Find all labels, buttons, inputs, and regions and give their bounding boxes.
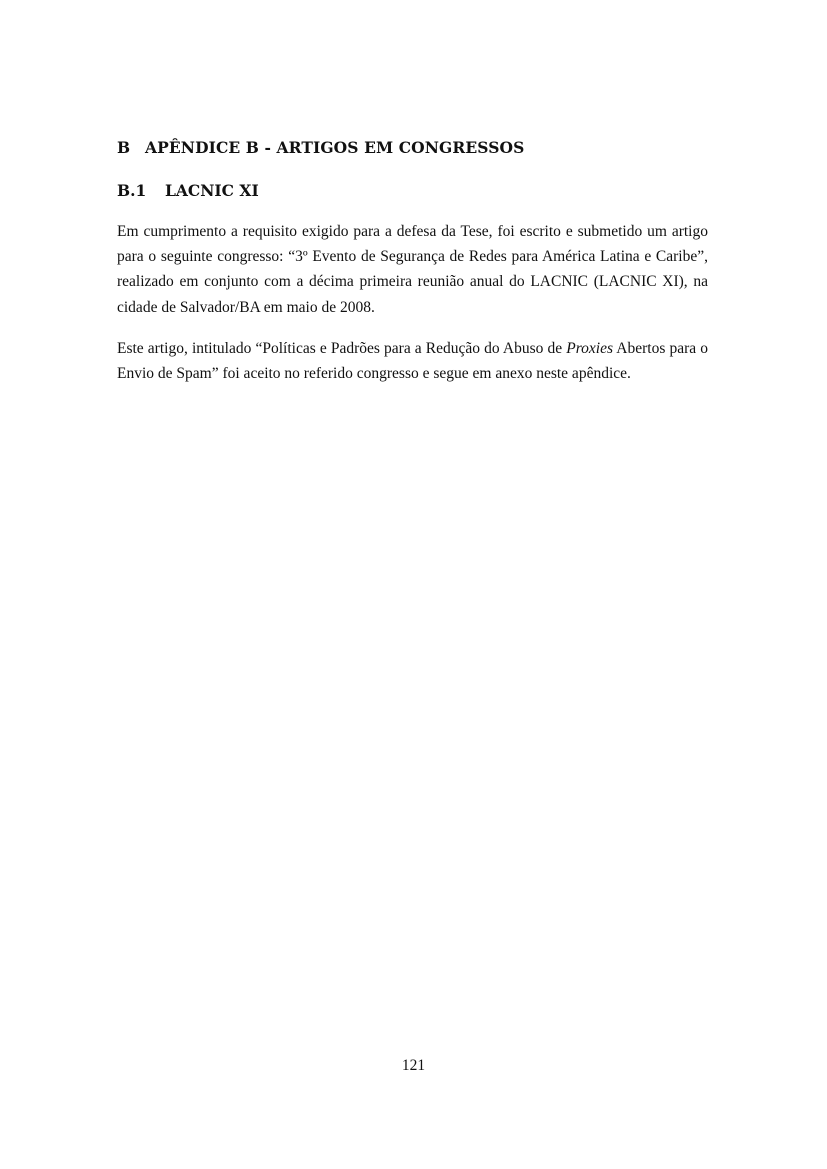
- chapter-heading: [117, 138, 717, 157]
- paragraph-2-after: Abertos para o Envio de Spam” foi aceito no referido congresso e segue em anexo neste apêndice.: [117, 340, 709, 383]
- section-number: B.1: [117, 181, 147, 200]
- chapter-title: APÊNDICE B - ARTIGOS EM CONGRESSOS: [145, 138, 525, 157]
- paragraph-2: [117, 336, 708, 386]
- section-heading: [117, 181, 717, 200]
- paragraph-1: Em cumprimento a requisito exigido para a defesa da Tese, foi escrito e submetido um artigo para o seguinte congresso: “3º Evento de Segurança de Redes para América Latina e Caribe”, realizado em conjunto com a décima primeira reunião anual do LACNIC (LACNIC XI), na cidade de Salvador/BA em maio de 2008.: [117, 223, 708, 316]
- paragraph-2-before: Este artigo, intitulado “Políticas e Padrões para a Redução do Abuso de: [117, 340, 567, 357]
- chapter-number: B: [117, 138, 131, 157]
- paragraph-2-italic: Proxies: [566, 340, 614, 357]
- section-title: LACNIC XI: [165, 181, 259, 200]
- page-number: 121: [401, 1057, 426, 1074]
